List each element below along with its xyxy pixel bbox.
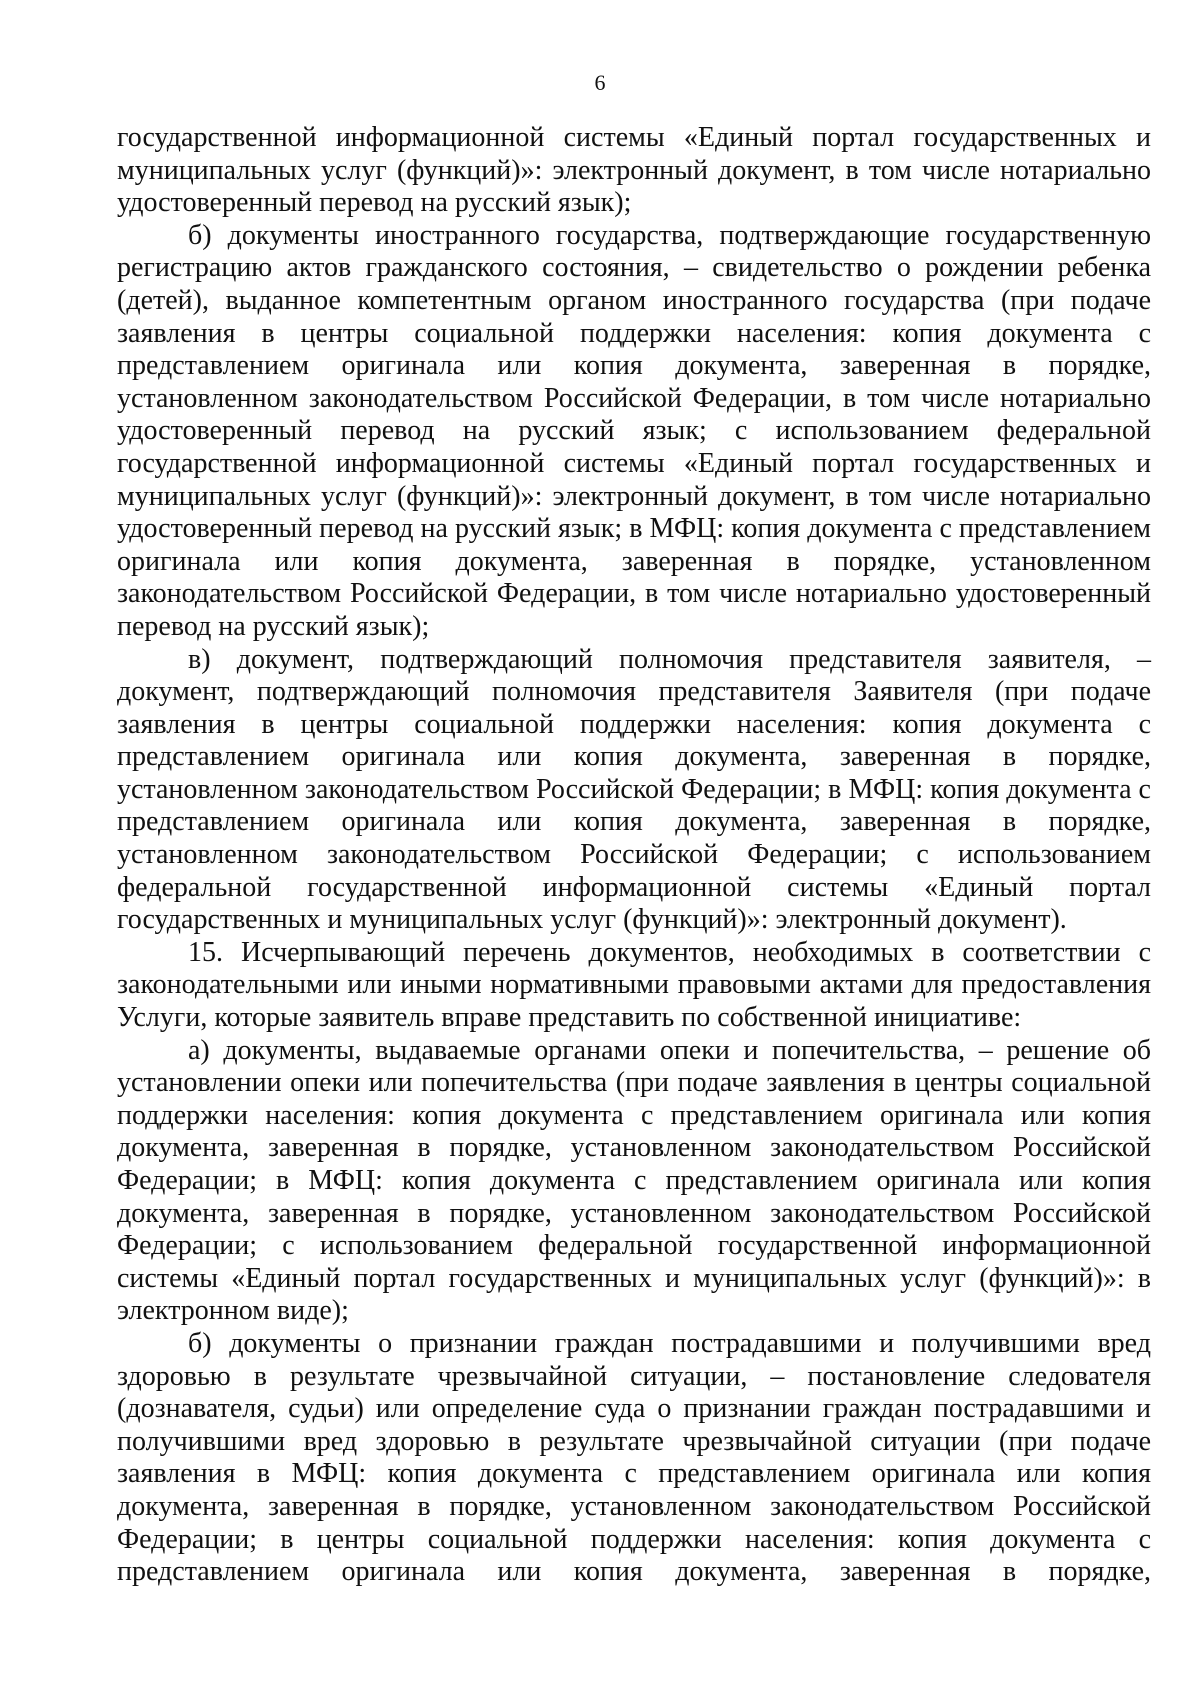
document-body: [117, 122, 1151, 1589]
paragraph-item-v-representative-authority: в) документ, подтверждающий полномочия представителя заявителя, – документ, подтверждающий полномочия представителя Заявителя (при подаче заявления в центры социальной поддержки населения: копия документа с представлением оригинала или копия документа, заверенная в порядке, установленном законодательством Российской Федерации; в МФЦ: копия документа с представлением оригинала или копия документа, заверенная в порядке, установленном законодательством Российской Федерации; с использованием федеральной государственной информационной системы «Единый портал государственных и муниципальных услуг (функций)»: электронный документ).: [117, 643, 1151, 936]
paragraph-item-b-victims-recognition: б) документы о признании граждан пострадавшими и получившими вред здоровью в результате чрезвычайной ситуации, – постановление следователя (дознавателя, судьи) или определение суда о признании граждан пострадавшими и получившими вред здоровью в результате чрезвычайной ситуации (при подаче заявления в МФЦ: копия документа с представлением оригинала или копия документа, заверенная в порядке, установленном законодательством Российской Федерации; в центры социальной поддержки населения: копия документа с представлением оригинала или копия документа, заверенная в порядке,: [117, 1327, 1151, 1588]
paragraph-continuation: государственной информационной системы «Единый портал государственных и муниципальных услуг (функций)»: электронный документ, в том числе нотариально удостоверенный перевод на русский язык);: [117, 122, 1151, 219]
page-number: 6: [594, 70, 606, 95]
paragraph-clause-15: 15. Исчерпывающий перечень документов, необходимых в соответствии с законодательными или иными нормативными правовыми актами для предоставления Услуги, которые заявитель вправе представить по собственной инициативе:: [117, 936, 1151, 1034]
paragraph-item-a-guardianship: а) документы, выдаваемые органами опеки и попечительства, – решение об установлении опеки или попечительства (при подаче заявления в центры социальной поддержки населения: копия документа с представлением оригинала или копия документа, заверенная в порядке, установленном законодательством Российской Федерации; в МФЦ: копия документа с представлением оригинала или копия документа, заверенная в порядке, установленном законодательством Российской Федерации; с использованием федеральной государственной информационной системы «Единый портал государственных и муниципальных услуг (функций)»: в электронном виде);: [117, 1034, 1151, 1327]
paragraph-item-b-foreign-documents: б) документы иностранного государства, подтверждающие государственную регистрацию актов гражданского состояния, – свидетельство о рождении ребенка (детей), выданное компетентным органом иностранного государства (при подаче заявления в центры социальной поддержки населения: копия документа с представлением оригинала или копия документа, заверенная в порядке, установленном законодательством Российской Федерации, в том числе нотариально удостоверенный перевод на русский язык; с использованием федеральной государственной информационной системы «Единый портал государственных и муниципальных услуг (функций)»: электронный документ, в том числе нотариально удостоверенный перевод на русский язык; в МФЦ: копия документа с представлением оригинала или копия документа, заверенная в порядке, установленном законодательством Российской Федерации, в том числе нотариально удостоверенный перевод на русский язык);: [117, 219, 1151, 642]
